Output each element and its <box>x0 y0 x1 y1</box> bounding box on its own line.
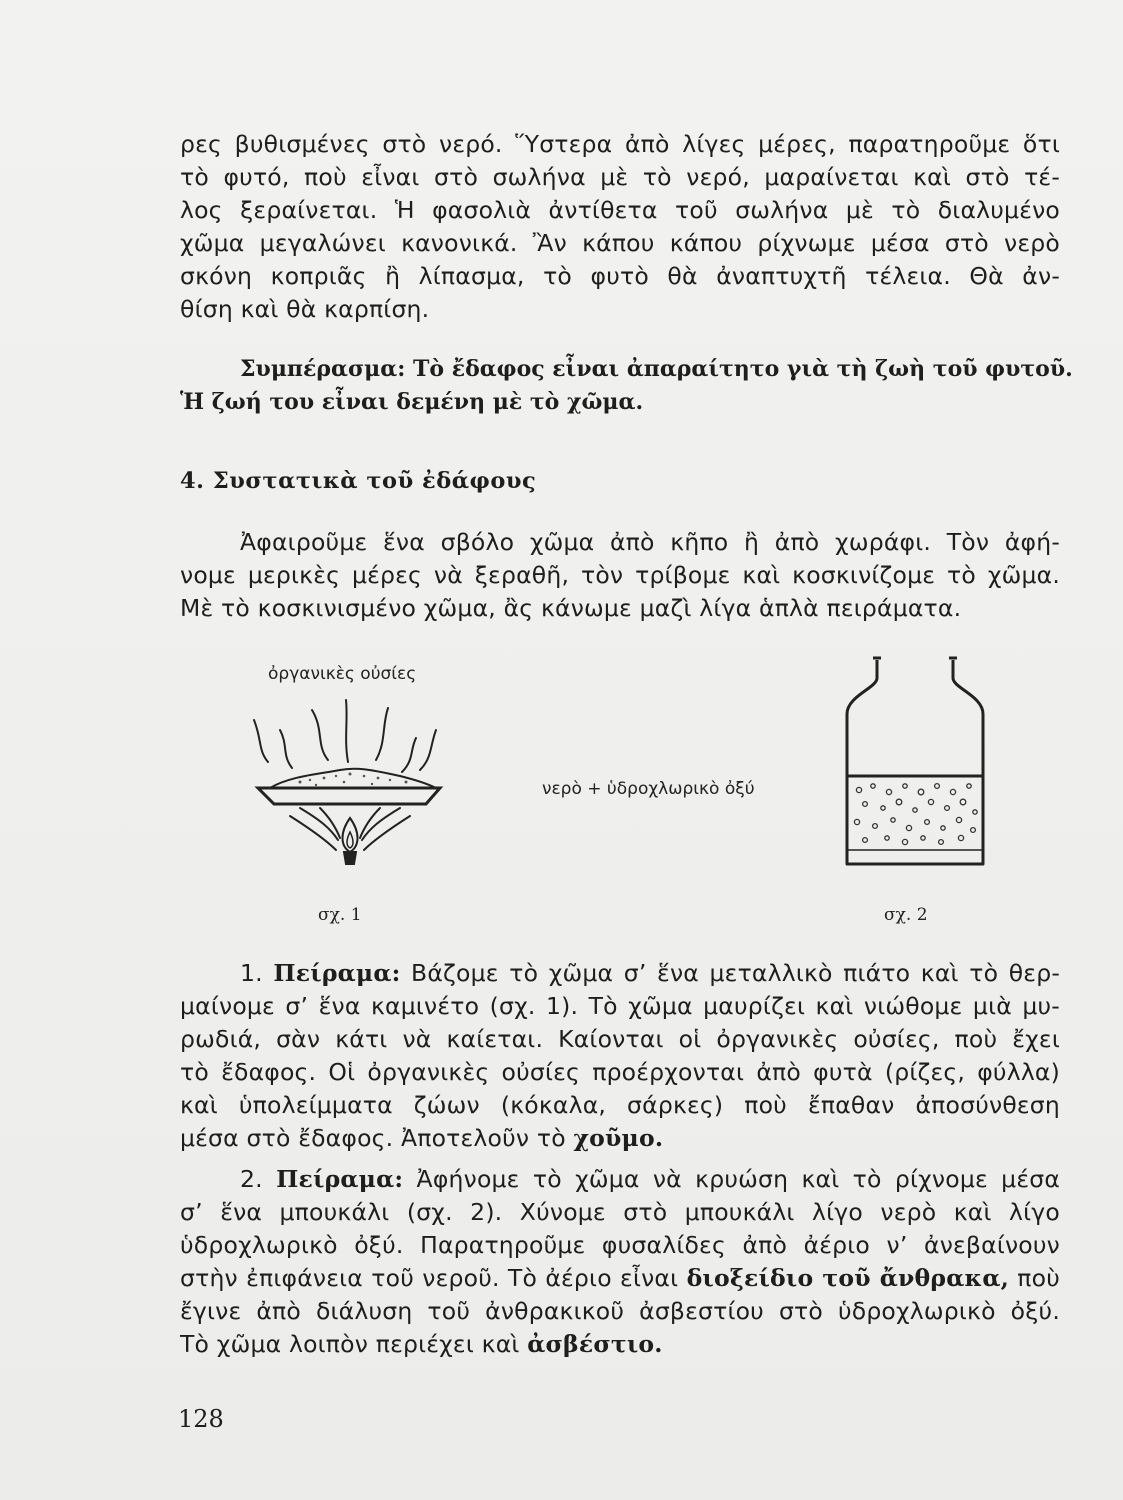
section-heading: 4. Συστατικὰ τοῦ ἐδάφους <box>180 468 537 494</box>
experiment-number: 1. <box>240 959 263 987</box>
experiment-2-paragraph <box>180 1163 1060 1361</box>
text-line: ρες βυθισμένες στὸ νερό. Ὕστερα ἀπὸ λίγες μέρες, παρατηροῦμε ὅτι <box>180 130 1060 158</box>
text-line: τὸ φυτό, ποὺ εἶναι στὸ σωλήνα μὲ τὸ νερό, μαραίνεται καὶ στὸ τέ- <box>180 163 1060 191</box>
text-line: θίση καὶ θὰ καρπίση. <box>180 295 430 323</box>
text-line: ὑδροχλωρικὸ ὀξύ. Παρατηροῦμε φυσαλίδες ἀπὸ ἀέριο ν’ ἀνεβαίνουν <box>180 1231 1060 1259</box>
text-line: σ’ ἕνα μπουκάλι (σχ. 2). Χύνομε στὸ μπουκάλι λίγο νερὸ καὶ λίγο <box>180 1198 1060 1226</box>
text-line: νομε μερικὲς μέρες νὰ ξεραθῆ, τὸν τρίβομε καὶ κοσκινίζομε τὸ χῶμα. <box>180 561 1060 589</box>
text-line: καὶ ὑπολείμματα ζώων (κόκαλα, σάρκες) ποὺ ἔπαθαν ἀποσύνθεση <box>180 1091 1060 1119</box>
text-fragment: Ἀφήνομε τὸ χῶμα νὰ κρυώση καὶ τὸ ρίχνομε μέσα <box>416 1165 1061 1193</box>
figure-2-caption: σχ. 2 <box>884 905 928 925</box>
figure-2-bottle-illustration <box>835 652 995 882</box>
text-fragment: μέσα στὸ ἔδαφος. Ἀποτελοῦν τὸ <box>180 1124 566 1152</box>
figure-1-label: ὀργανικὲς οὐσίες <box>268 664 417 684</box>
text-line <box>180 957 1060 990</box>
figure-1-caption: σχ. 1 <box>318 905 362 925</box>
text-line <box>180 1122 1060 1155</box>
text-fragment: ποὺ <box>1017 1264 1061 1292</box>
experiment-label: Πείραμα: <box>273 959 401 987</box>
experiment-label: Πείραμα: <box>276 1165 404 1193</box>
conclusion-line: Συμπέρασμα: Τὸ ἔδαφος εἶναι ἀπαραίτητο γιὰ τὴ ζωὴ τοῦ φυτοῦ. <box>240 356 1073 382</box>
text-fragment: Βάζομε τὸ χῶμα σ’ ἕνα μεταλλικὸ πιάτο καὶ τὸ θερ- <box>411 959 1060 987</box>
text-line: ἔγινε ἀπὸ διάλυση τοῦ ἀνθρακικοῦ ἀσβεστίου στὸ ὑδροχλωρικὸ ὀξύ. <box>180 1297 1060 1325</box>
text-line <box>180 1163 1060 1196</box>
materials-paragraph <box>180 526 1060 625</box>
text-fragment: στὴν ἐπιφάνεια τοῦ νεροῦ. Τὸ ἀέριο εἶναι <box>180 1264 679 1292</box>
text-line: σκόνη κοπριᾶς ἢ λίπασμα, τὸ φυτὸ θὰ ἀναπτυχτῆ τέλεια. Θὰ ἀν- <box>180 262 1060 290</box>
text-line: Μὲ τὸ κοσκινισμένο χῶμα, ἂς κάνωμε μαζὶ λίγα ἁπλὰ πειράματα. <box>180 594 962 622</box>
text-line: χῶμα μεγαλώνει κανονικά. Ἂν κάπου κάπου ρίχνωμε μέσα στὸ νερὸ <box>180 229 1060 257</box>
text-line <box>180 1262 1060 1295</box>
bold-term: χοῦμο. <box>573 1124 664 1152</box>
text-line: ρωδιά, σὰν κάτι νὰ καίεται. Καίονται οἱ ὀργανικὲς οὐσίες, ποὺ ἔχει <box>180 1025 1060 1053</box>
text-line <box>180 1328 1060 1361</box>
bold-term: διοξείδιο τοῦ ἄνθρακα, <box>686 1264 1009 1292</box>
bold-term: ἀσβέστιο. <box>527 1330 663 1358</box>
experiment-number: 2. <box>240 1165 263 1193</box>
experiment-1-paragraph <box>180 957 1060 1155</box>
conclusion-block <box>180 353 1073 419</box>
conclusion-line: Ἡ ζωή του εἶναι δεμένη μὲ τὸ χῶμα. <box>180 389 644 415</box>
page-number: 128 <box>178 1405 224 1433</box>
figure-2-label: νερὸ + ὑδροχλωρικὸ ὀξύ <box>542 779 755 799</box>
text-line: τὸ ἔδαφος. Οἱ ὀργανικὲς οὐσίες προέρχονται ἀπὸ φυτὰ (ρίζες, φύλλα) <box>180 1058 1060 1086</box>
intro-paragraph <box>180 128 1060 326</box>
text-line: λος ξεραίνεται. Ἡ φασολιὰ ἀντίθετα τοῦ σωλήνα μὲ τὸ διαλυμένο <box>180 196 1060 224</box>
text-line: μαίνομε σ’ ἕνα καμινέτο (σχ. 1). Τὸ χῶμα μαυρίζει καὶ νιώθομε μιὰ μυ- <box>180 992 1060 1020</box>
text-fragment: Τὸ χῶμα λοιπὸν περιέχει καὶ <box>180 1330 520 1358</box>
figure-1-heated-dish-illustration <box>240 690 460 880</box>
text-line: Ἀφαιροῦμε ἕνα σβόλο χῶμα ἀπὸ κῆπο ἢ ἀπὸ χωράφι. Τὸν ἀφή- <box>240 528 1060 556</box>
